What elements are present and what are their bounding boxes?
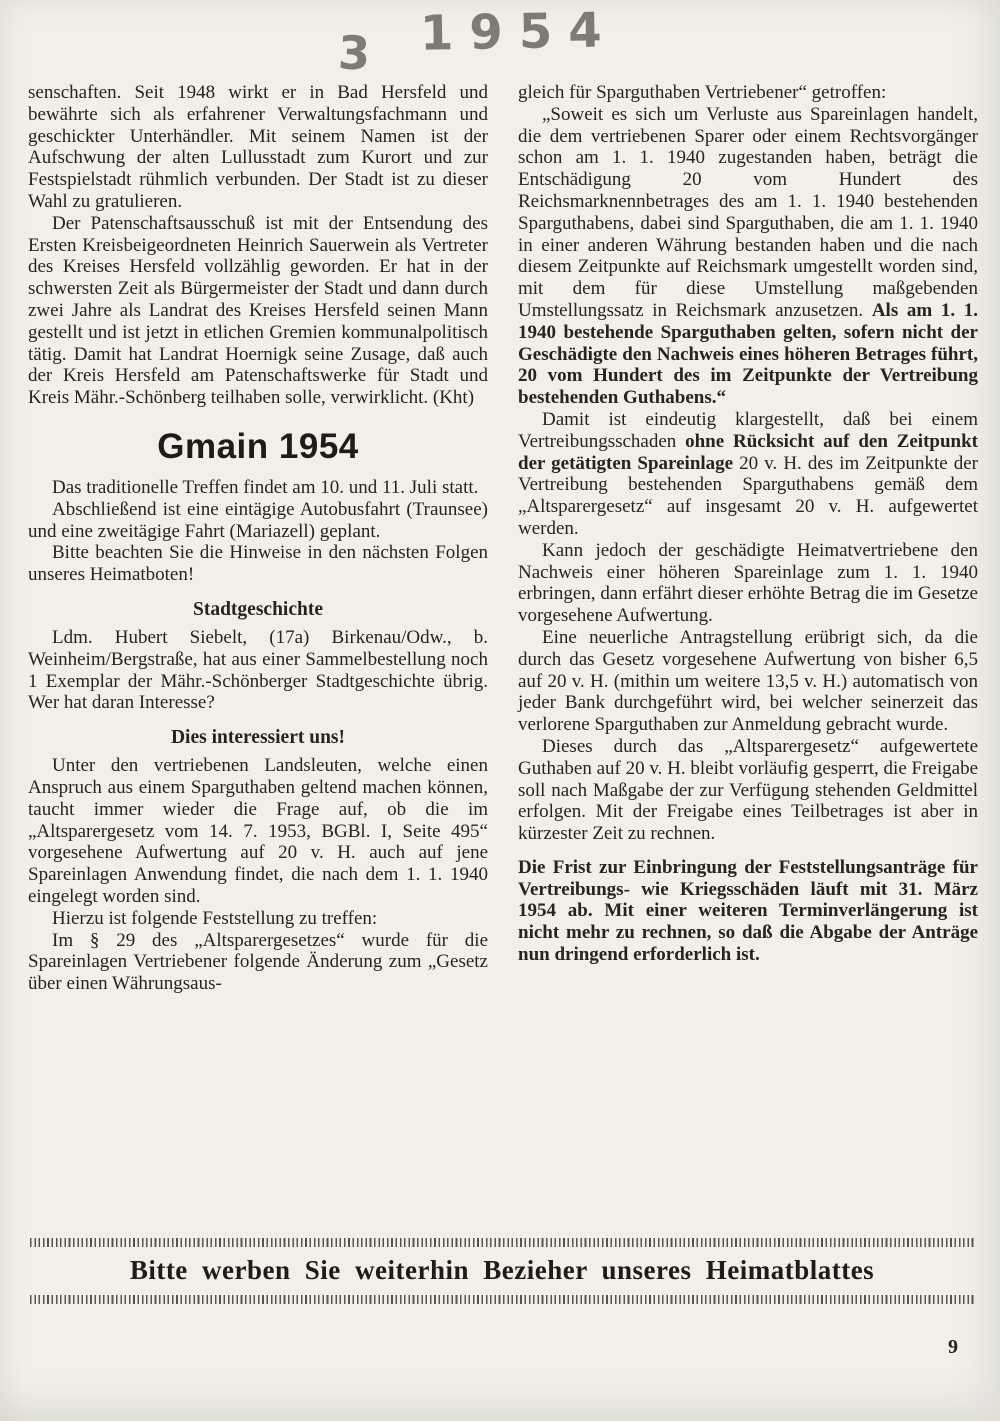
article-columns	[28, 82, 978, 1232]
paragraph: senschaften. Seit 1948 wirkt er in Bad Hersfeld und bewährte sich als erfahrener Verwaltungsfachmann und geschickter Unterhändler. Mit seinem Namen ist der Aufschwung der alten Lullusstadt zum Kurort und zur Festspielstadt rühmlich verbunden. Der Stadt ist zu dieser Wahl zu gratulieren.	[28, 82, 488, 212]
paragraph: Eine neuerliche Antragstellung erübrigt sich, da die durch das Gesetz vorgesehene Aufwertung von bisher 6,5 auf 20 v. H. (mithin um weitere 13,5 v. H.) automatisch von jeder Bank durchgeführt wird, bei welcher seinerzeit das verlorene Sparguthaben zur Anmeldung gebracht wurde.	[518, 626, 978, 736]
stamp-year: 1954	[419, 2, 619, 62]
paragraph: Bitte beachten Sie die Hinweise in den nächsten Folgen unseres Heimatboten!	[28, 542, 488, 586]
paragraph: Das traditionelle Treffen findet am 10. und 11. Juli statt.	[52, 476, 479, 498]
paragraph: Unter den vertriebenen Landsleuten, welche einen Anspruch aus einem Sparguthaben geltend machen können, taucht immer wieder die Frage auf, ob die im „Altsparergesetz vom 14. 7. 1953, BGBl. I, Seite 495“ vorgesehene Aufwertung auf 20 v. H. auch auf jene Spareinlagen Anwendung findet, die nach dem 1. 1. 1940 eingelegt worden sind.	[28, 755, 488, 907]
footer-banner	[30, 1238, 974, 1304]
left-column	[28, 82, 488, 1232]
paragraph: Hierzu ist folgende Feststellung zu treffen:	[52, 907, 378, 929]
paragraph-bold-text: ohne Rücksicht auf den Zeitpunkt der getätigten Spareinlage	[518, 430, 978, 474]
paragraph: gleich für Sparguthaben Vertriebener“ getroffen:	[518, 82, 887, 103]
paragraph: Der Patenschaftsausschuß ist mit der Entsendung des Ersten Kreisbeigeordneten Heinrich Sauerwein als Vertreter des Kreises Hersfeld vollzählig geworden. Er hat in der schwersten Zeit als Bürgermeister der Stadt und dann durch zwei Jahre als Landrat des Kreises Hersfeld seinen Mann gestellt und ist jetzt in etlichen Gremien kommunalpolitisch tätig. Damit hat Landrat Hoernigk seine Zusage, daß auch der Kreis Hersfeld am Patenschaftswerke für Stadt und Kreis Mähr.-Schönberg teilhaben solle, verwirklicht. (Kht)	[28, 212, 488, 409]
footer-banner-text: Bitte werben Sie weiterhin Bezieher unseres Heimatblattes	[129, 1255, 875, 1285]
paragraph: Kann jedoch der geschädigte Heimatvertriebene den Nachweis einer höheren Spareinlage zum 1. 1. 1940 erbringen, dann erfährt dieser erhöhte Betrag die im Gesetze vorgesehene Aufwertung.	[518, 539, 978, 627]
paragraph-text: „Soweit es sich um Verluste aus Spareinlagen handelt, die dem vertriebenen Sparer oder einem Rechtsvorgänger schon am 1. 1. 1940 zugestanden haben, beträgt die Entschädigung 20 vom Hundert des Reichsmarknennbetrages des am 1. 1. 1940 bestehenden Sparguthabens, dabei sind Sparguthaben, die am 1. 1. 1940 in einer anderen Währung bestanden haben und die nach diesem Zeitpunkte auf Reichsmark umgestellt worden sind, mit dem für diese Umstellung maßgebenden Umstellungssatz in Reichsmark anzusetzen.	[518, 103, 978, 321]
paragraph-text: 20 v. H. des im Zeitpunkte der Vertreibung bestehenden Sparguthabens gemäß dem „Altsparergesetz“ auf insgesamt 20 v. H. aufgewertet werden.	[518, 452, 978, 539]
paragraph-bold-text: Als am 1. 1. 1940 bestehende Sparguthaben gelten, sofern nicht der Geschädigte den Nachweis eines höheren Betrages führt, 20 vom Hundert des im Zeitpunkte der Vertreibung bestehenden Guthabens.“	[518, 299, 978, 409]
section-heading-stadtgeschichte: Stadtgeschichte	[193, 598, 323, 620]
paragraph: Dieses durch das „Altsparergesetz“ aufgewertete Guthaben auf 20 v. H. bleibt vorläufig gesperrt, die Freigabe soll nach Maßgabe der zur Verfügung stehenden Geldmittel erfolgen. Mit der Freigabe eines Teilbetrages ist aber in kürzester Zeit zu rechnen.	[518, 735, 978, 845]
right-column	[518, 82, 978, 1232]
hatched-rule-top	[30, 1238, 974, 1247]
paragraph-deadline-notice: Die Frist zur Einbringung der Feststellungsanträge für Vertreibungs- wie Kriegsschäden läuft mit 31. März 1954 ab. Mit einer weiteren Terminverlängerung ist nicht mehr zu rechnen, so daß die Abgabe der Anträge nun dringend erforderlich ist.	[518, 856, 978, 966]
paragraph-text: Damit ist eindeutig klargestellt, daß bei einem Vertreibungsschaden	[518, 408, 978, 452]
section-heading-dies-interessiert-uns: Dies interessiert uns!	[170, 727, 346, 749]
paragraph-quoted-law-text	[518, 104, 978, 409]
paragraph: Ldm. Hubert Siebelt, (17a) Birkenau/Odw., b. Weinheim/Bergstraße, hat aus einer Sammelbestellung noch 1 Exemplar der Mähr.-Schönberger Stadtgeschichte übrig. Wer hat daran Interesse?	[28, 626, 488, 714]
stamp-page-digit: 3	[337, 25, 371, 81]
paragraph: Abschließend ist eine eintägige Autobusfahrt (Traunsee) und eine zweitägige Fahrt (Mariazell) geplant.	[28, 498, 488, 542]
hatched-rule-bottom	[30, 1295, 974, 1304]
page-number: 9	[948, 1336, 958, 1358]
section-heading-gmain-1954: Gmain 1954	[157, 426, 359, 466]
paragraph: Im § 29 des „Altsparergesetzes“ wurde für die Spareinlagen Vertriebener folgende Änderung zum „Gesetz über einen Währungsaus-	[28, 929, 488, 995]
paragraph	[518, 409, 978, 540]
